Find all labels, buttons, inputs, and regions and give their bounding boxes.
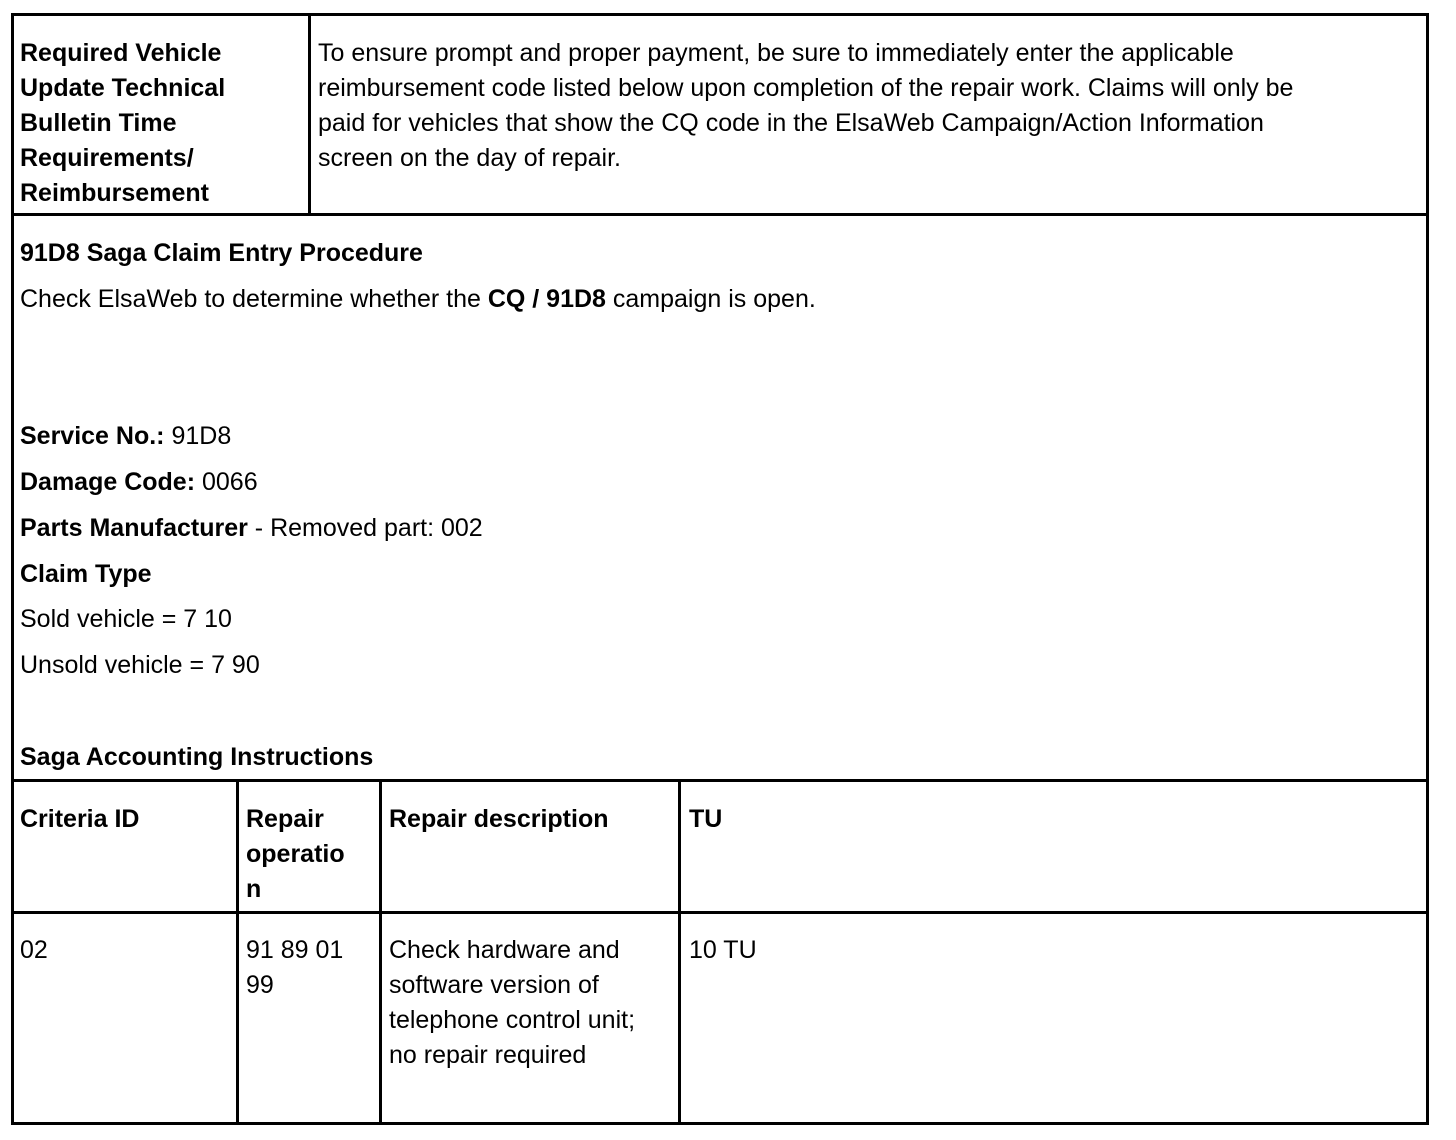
- damage-code-label: Damage Code:: [20, 468, 196, 496]
- requirements-title: [20, 36, 305, 211]
- outer-border-top: [11, 13, 1429, 16]
- header-repair-operation-line: n: [246, 875, 262, 903]
- header-repair-description: Repair description: [389, 805, 609, 833]
- check-text-pre: Check ElsaWeb to determine whether the: [20, 285, 488, 313]
- row-tu: 10 TU: [689, 936, 757, 964]
- requirements-title-line: Requirements/: [20, 144, 194, 172]
- damage-code-value: 0066: [195, 468, 258, 496]
- header-divider-vertical: [308, 13, 311, 216]
- service-number: [20, 419, 231, 454]
- parts-manufacturer-value: - Removed part: 002: [247, 514, 483, 542]
- check-elsaweb-text: [20, 282, 816, 317]
- table-header-line: [11, 911, 1429, 914]
- header-criteria-id: Criteria ID: [20, 805, 140, 833]
- row-repair-description: [389, 933, 674, 1073]
- requirements-text-line: To ensure prompt and proper payment, be sure to immediately enter the applicable: [318, 39, 1234, 67]
- service-number-value: 91D8: [164, 422, 232, 450]
- table-col-divider-3: [678, 779, 681, 1125]
- procedure-title: 91D8 Saga Claim Entry Procedure: [20, 239, 423, 267]
- requirements-title-line: Update Technical: [20, 74, 226, 102]
- requirements-text-line: reimbursement code listed below upon completion of the repair work. Claims will only be: [318, 74, 1294, 102]
- row-repair-operation-line: 91 89 01: [246, 936, 344, 964]
- requirements-text: [318, 36, 1423, 176]
- table-col-divider-2: [379, 779, 382, 1125]
- outer-border-left: [11, 13, 14, 1125]
- row-repair-description-line: software version of: [389, 971, 599, 999]
- claim-type-label: Claim Type: [20, 560, 152, 588]
- header-repair-operation-line: Repair: [246, 805, 324, 833]
- requirements-title-line: Required Vehicle: [20, 39, 222, 67]
- header-tu: TU: [689, 805, 723, 833]
- row-criteria-id: 02: [20, 936, 48, 964]
- campaign-code: CQ / 91D8: [487, 285, 606, 313]
- header-divider-horizontal: [11, 213, 1429, 216]
- outer-border-bottom: [11, 1122, 1429, 1125]
- service-number-label: Service No.:: [20, 422, 165, 450]
- sold-vehicle: Sold vehicle = 7 10: [20, 605, 232, 633]
- accounting-title: Saga Accounting Instructions: [20, 743, 374, 771]
- row-repair-description-line: Check hardware and: [389, 936, 620, 964]
- outer-border-right: [1426, 13, 1429, 1125]
- requirements-title-line: Reimbursement: [20, 179, 209, 207]
- row-repair-operation-line: 99: [246, 971, 274, 999]
- requirements-title-line: Bulletin Time: [20, 109, 177, 137]
- header-repair-operation: [246, 802, 376, 907]
- parts-manufacturer-label: Parts Manufacturer: [20, 514, 248, 542]
- table-col-divider-1: [236, 779, 239, 1125]
- damage-code: [20, 465, 258, 500]
- requirements-text-line: paid for vehicles that show the CQ code in the ElsaWeb Campaign/Action Information: [318, 109, 1264, 137]
- check-text-post: campaign is open.: [605, 285, 816, 313]
- row-repair-description-line: telephone control unit;: [389, 1006, 636, 1034]
- requirements-text-line: screen on the day of repair.: [318, 144, 621, 172]
- unsold-vehicle: Unsold vehicle = 7 90: [20, 651, 260, 679]
- table-top-line: [11, 779, 1429, 782]
- parts-manufacturer: [20, 511, 483, 546]
- header-repair-operation-line: operatio: [246, 840, 345, 868]
- row-repair-operation: [246, 933, 376, 1003]
- row-repair-description-line: no repair required: [389, 1041, 587, 1069]
